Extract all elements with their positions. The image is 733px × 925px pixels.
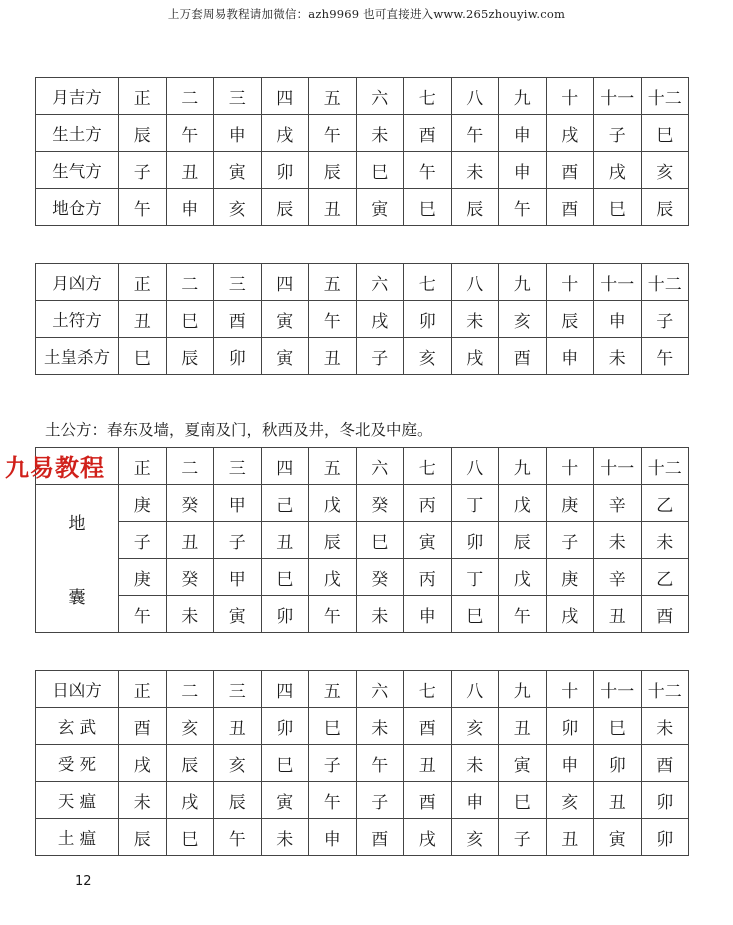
- table-cell: 戌: [546, 596, 594, 633]
- table-cell: 戌: [119, 745, 167, 782]
- table-cell: 辛: [594, 559, 642, 596]
- table-cell: 酉: [499, 338, 547, 375]
- row-label: 日凶方: [36, 671, 119, 708]
- month-header: 十一: [594, 264, 642, 301]
- month-header: 二: [166, 448, 214, 485]
- table-cell: 亥: [214, 189, 262, 226]
- table-cell: 卯: [594, 745, 642, 782]
- table-cell: 申: [451, 782, 499, 819]
- table-cell: 申: [214, 115, 262, 152]
- table-cell: 辰: [546, 301, 594, 338]
- month-header: 七: [404, 78, 452, 115]
- table-cell: 未: [261, 819, 309, 856]
- table-cell: 未: [594, 338, 642, 375]
- month-header: 四: [261, 78, 309, 115]
- table-cell: 申: [499, 115, 547, 152]
- month-header: 八: [451, 671, 499, 708]
- page-header: 上万套周易教程请加微信：azh9969 也可直接进入www.265zhouyiw.com: [167, 7, 566, 21]
- row-label: 月凶方: [36, 264, 119, 301]
- table-row: [36, 264, 689, 301]
- table-cell: 未: [356, 596, 404, 633]
- table-row: [36, 448, 689, 485]
- month-header: 九: [499, 671, 547, 708]
- table-cell: 癸: [356, 485, 404, 522]
- table-cell: 未: [451, 745, 499, 782]
- dinang-label-top: 地: [36, 485, 119, 559]
- table-cell: 乙: [641, 485, 689, 522]
- table-cell: 巳: [166, 819, 214, 856]
- table-cell: 午: [499, 189, 547, 226]
- table-cell: 丁: [451, 485, 499, 522]
- table-cell: 酉: [404, 115, 452, 152]
- table-cell: 午: [309, 596, 357, 633]
- table-cell: 子: [119, 522, 167, 559]
- month-header: 六: [356, 448, 404, 485]
- row-label: 月吉方: [36, 78, 119, 115]
- table-row: [36, 152, 689, 189]
- table-cell: 戌: [261, 115, 309, 152]
- table-cell: 辛: [594, 485, 642, 522]
- table-cell: 未: [594, 522, 642, 559]
- table-cell: 子: [356, 782, 404, 819]
- row-label: 生气方: [36, 152, 119, 189]
- month-header: 六: [356, 264, 404, 301]
- table-cell: 卯: [641, 782, 689, 819]
- table-cell: 癸: [166, 485, 214, 522]
- table-cell: 丑: [594, 782, 642, 819]
- row-label: 土符方: [36, 301, 119, 338]
- table-cell: 午: [641, 338, 689, 375]
- month-header: 正: [119, 78, 167, 115]
- table-cell: 午: [309, 115, 357, 152]
- table-cell: 甲: [214, 485, 262, 522]
- table-cell: 申: [404, 596, 452, 633]
- row-label: 土 瘟: [36, 819, 119, 856]
- month-header: 十二: [641, 448, 689, 485]
- table-row: [36, 189, 689, 226]
- table-cell: 亥: [499, 301, 547, 338]
- month-header: 十二: [641, 264, 689, 301]
- month-header: 正: [119, 264, 167, 301]
- table-cell: 酉: [356, 819, 404, 856]
- table-cell: 子: [309, 745, 357, 782]
- table-cell: 丁: [451, 559, 499, 596]
- table-cell: 辰: [309, 152, 357, 189]
- month-header: 七: [404, 448, 452, 485]
- month-header: 四: [261, 264, 309, 301]
- monthly-inauspicious-table: [35, 263, 689, 375]
- month-header: 三: [214, 78, 262, 115]
- table-cell: 巳: [594, 708, 642, 745]
- month-header: 五: [309, 78, 357, 115]
- table-cell: 戊: [309, 485, 357, 522]
- row-label: 玄 武: [36, 708, 119, 745]
- table-cell: 戌: [356, 301, 404, 338]
- table-cell: 辰: [451, 189, 499, 226]
- table-row: [36, 301, 689, 338]
- table-cell: 巳: [309, 708, 357, 745]
- table-cell: 乙: [641, 559, 689, 596]
- table-cell: 巳: [594, 189, 642, 226]
- tugong-note: 土公方：春东及墙，夏南及门，秋西及井，冬北及中庭。: [45, 421, 433, 439]
- month-header: 四: [261, 448, 309, 485]
- month-header: 二: [166, 671, 214, 708]
- table-cell: 戌: [451, 338, 499, 375]
- daily-inauspicious-table: [35, 670, 689, 856]
- table-row: [36, 596, 689, 633]
- month-header: 六: [356, 78, 404, 115]
- table-cell: 卯: [261, 152, 309, 189]
- table-cell: 午: [214, 819, 262, 856]
- table-cell: 戌: [166, 782, 214, 819]
- table-cell: 戌: [594, 152, 642, 189]
- table-cell: 申: [546, 745, 594, 782]
- month-header: 六: [356, 671, 404, 708]
- table-cell: 酉: [546, 152, 594, 189]
- row-label: 生土方: [36, 115, 119, 152]
- table-cell: 戌: [546, 115, 594, 152]
- month-header: 五: [309, 264, 357, 301]
- table-cell: 辰: [261, 189, 309, 226]
- table-cell: 亥: [451, 819, 499, 856]
- table-cell: 未: [166, 596, 214, 633]
- table-cell: 巳: [261, 559, 309, 596]
- table-cell: 庚: [546, 559, 594, 596]
- table-cell: 子: [214, 522, 262, 559]
- table-cell: 己: [261, 485, 309, 522]
- table-cell: 午: [451, 115, 499, 152]
- month-header: 十一: [594, 78, 642, 115]
- table-cell: 申: [594, 301, 642, 338]
- table-cell: 癸: [166, 559, 214, 596]
- table-cell: 寅: [214, 596, 262, 633]
- table-cell: 戊: [499, 559, 547, 596]
- table-cell: 子: [546, 522, 594, 559]
- table-cell: 寅: [261, 301, 309, 338]
- table-cell: 子: [641, 301, 689, 338]
- table-cell: 丑: [261, 522, 309, 559]
- month-header: 九: [499, 448, 547, 485]
- table-cell: 午: [309, 782, 357, 819]
- table-row: [36, 819, 689, 856]
- table-cell: 巳: [641, 115, 689, 152]
- table-cell: 未: [641, 522, 689, 559]
- table-cell: 寅: [261, 338, 309, 375]
- table-cell: 寅: [261, 782, 309, 819]
- table-cell: 庚: [119, 559, 167, 596]
- table-cell: 辰: [119, 115, 167, 152]
- table-cell: 辰: [166, 338, 214, 375]
- row-label: 天 瘟: [36, 782, 119, 819]
- month-header: 二: [166, 264, 214, 301]
- table-cell: 午: [356, 745, 404, 782]
- month-header: 九: [499, 264, 547, 301]
- table-cell: 巳: [499, 782, 547, 819]
- table-cell: 巳: [261, 745, 309, 782]
- table-cell: 亥: [546, 782, 594, 819]
- month-header: 五: [309, 671, 357, 708]
- table-cell: 庚: [546, 485, 594, 522]
- table-cell: 巳: [166, 301, 214, 338]
- table-cell: 巳: [119, 338, 167, 375]
- table-cell: 酉: [641, 745, 689, 782]
- month-header: 八: [451, 264, 499, 301]
- table-cell: 辰: [499, 522, 547, 559]
- table-cell: 亥: [641, 152, 689, 189]
- dinang-table: [35, 447, 689, 633]
- table-cell: 子: [499, 819, 547, 856]
- month-header: 二: [166, 78, 214, 115]
- table-cell: 午: [166, 115, 214, 152]
- month-header: 七: [404, 264, 452, 301]
- table-cell: 巳: [404, 189, 452, 226]
- table-row: [36, 708, 689, 745]
- month-header: 九: [499, 78, 547, 115]
- table-cell: 丑: [309, 189, 357, 226]
- month-header: 十: [546, 448, 594, 485]
- table-cell: 申: [546, 338, 594, 375]
- table-cell: 巳: [451, 596, 499, 633]
- month-header: 八: [451, 78, 499, 115]
- table-row: [36, 782, 689, 819]
- dinang-label-bottom: 囊: [36, 559, 119, 633]
- table-cell: 丑: [404, 745, 452, 782]
- table-cell: 亥: [451, 708, 499, 745]
- table-cell: 辰: [214, 782, 262, 819]
- table-cell: 庚: [119, 485, 167, 522]
- table-cell: 子: [356, 338, 404, 375]
- table-cell: 酉: [214, 301, 262, 338]
- month-header: 五: [309, 448, 357, 485]
- table-cell: 癸: [356, 559, 404, 596]
- monthly-auspicious-table: [35, 77, 689, 226]
- table-cell: 戌: [404, 819, 452, 856]
- table-cell: 丙: [404, 559, 452, 596]
- table-cell: 戊: [499, 485, 547, 522]
- month-header: 十: [546, 78, 594, 115]
- table-cell: 酉: [119, 708, 167, 745]
- table-cell: 丑: [119, 301, 167, 338]
- month-header: 三: [214, 448, 262, 485]
- table-cell: 寅: [214, 152, 262, 189]
- row-label: 受 死: [36, 745, 119, 782]
- month-header: 八: [451, 448, 499, 485]
- table-cell: 申: [309, 819, 357, 856]
- table-cell: 子: [119, 152, 167, 189]
- table-cell: 丑: [499, 708, 547, 745]
- table-cell: 申: [166, 189, 214, 226]
- table-cell: 卯: [261, 708, 309, 745]
- month-header: 正: [119, 671, 167, 708]
- table-row: [36, 78, 689, 115]
- table-cell: 午: [309, 301, 357, 338]
- month-header: 七: [404, 671, 452, 708]
- table-cell: 寅: [594, 819, 642, 856]
- month-header: 十: [546, 671, 594, 708]
- table-cell: 寅: [356, 189, 404, 226]
- table-cell: 卯: [641, 819, 689, 856]
- table-cell: 未: [451, 152, 499, 189]
- table-cell: 亥: [214, 745, 262, 782]
- table-row: [36, 745, 689, 782]
- table-cell: 丑: [309, 338, 357, 375]
- table-cell: 亥: [166, 708, 214, 745]
- table-cell: 丙: [404, 485, 452, 522]
- table-cell: 未: [356, 115, 404, 152]
- table-cell: 丑: [214, 708, 262, 745]
- month-header: 十二: [641, 671, 689, 708]
- table-cell: 未: [119, 782, 167, 819]
- watermark-logo: 九易教程: [5, 454, 105, 482]
- table-cell: 卯: [404, 301, 452, 338]
- table-cell: 子: [594, 115, 642, 152]
- month-header: 十一: [594, 448, 642, 485]
- table-cell: 丑: [546, 819, 594, 856]
- row-label: 地仓方: [36, 189, 119, 226]
- table-cell: 辰: [119, 819, 167, 856]
- table-cell: 午: [119, 596, 167, 633]
- table-row: [36, 671, 689, 708]
- table-cell: 辰: [641, 189, 689, 226]
- table-cell: 巳: [356, 522, 404, 559]
- table-row: [36, 115, 689, 152]
- month-header: 十一: [594, 671, 642, 708]
- table-row: [36, 485, 689, 522]
- table-cell: 酉: [641, 596, 689, 633]
- table-cell: 酉: [546, 189, 594, 226]
- table-cell: 卯: [214, 338, 262, 375]
- table-cell: 午: [119, 189, 167, 226]
- month-header: 十: [546, 264, 594, 301]
- table-cell: 酉: [404, 782, 452, 819]
- page-number: 12: [75, 874, 92, 889]
- table-cell: 卯: [451, 522, 499, 559]
- table-cell: 丑: [166, 522, 214, 559]
- table-cell: 申: [499, 152, 547, 189]
- table-cell: 午: [499, 596, 547, 633]
- table-cell: 卯: [261, 596, 309, 633]
- table-cell: 巳: [356, 152, 404, 189]
- table-cell: 戊: [309, 559, 357, 596]
- table-cell: 未: [356, 708, 404, 745]
- row-label: 土皇杀方: [36, 338, 119, 375]
- table-cell: 寅: [404, 522, 452, 559]
- table-cell: 寅: [499, 745, 547, 782]
- table-cell: 午: [404, 152, 452, 189]
- month-header: 三: [214, 671, 262, 708]
- month-header: 四: [261, 671, 309, 708]
- table-row: [36, 522, 689, 559]
- table-row: [36, 559, 689, 596]
- month-header: 三: [214, 264, 262, 301]
- table-row: [36, 338, 689, 375]
- month-header: 十二: [641, 78, 689, 115]
- table-cell: 酉: [404, 708, 452, 745]
- table-cell: 丑: [594, 596, 642, 633]
- table-cell: 辰: [309, 522, 357, 559]
- table-cell: 甲: [214, 559, 262, 596]
- table-cell: 丑: [166, 152, 214, 189]
- table-cell: 卯: [546, 708, 594, 745]
- table-cell: 辰: [166, 745, 214, 782]
- month-header: 正: [119, 448, 167, 485]
- table-cell: 亥: [404, 338, 452, 375]
- table-cell: 未: [641, 708, 689, 745]
- table-cell: 未: [451, 301, 499, 338]
